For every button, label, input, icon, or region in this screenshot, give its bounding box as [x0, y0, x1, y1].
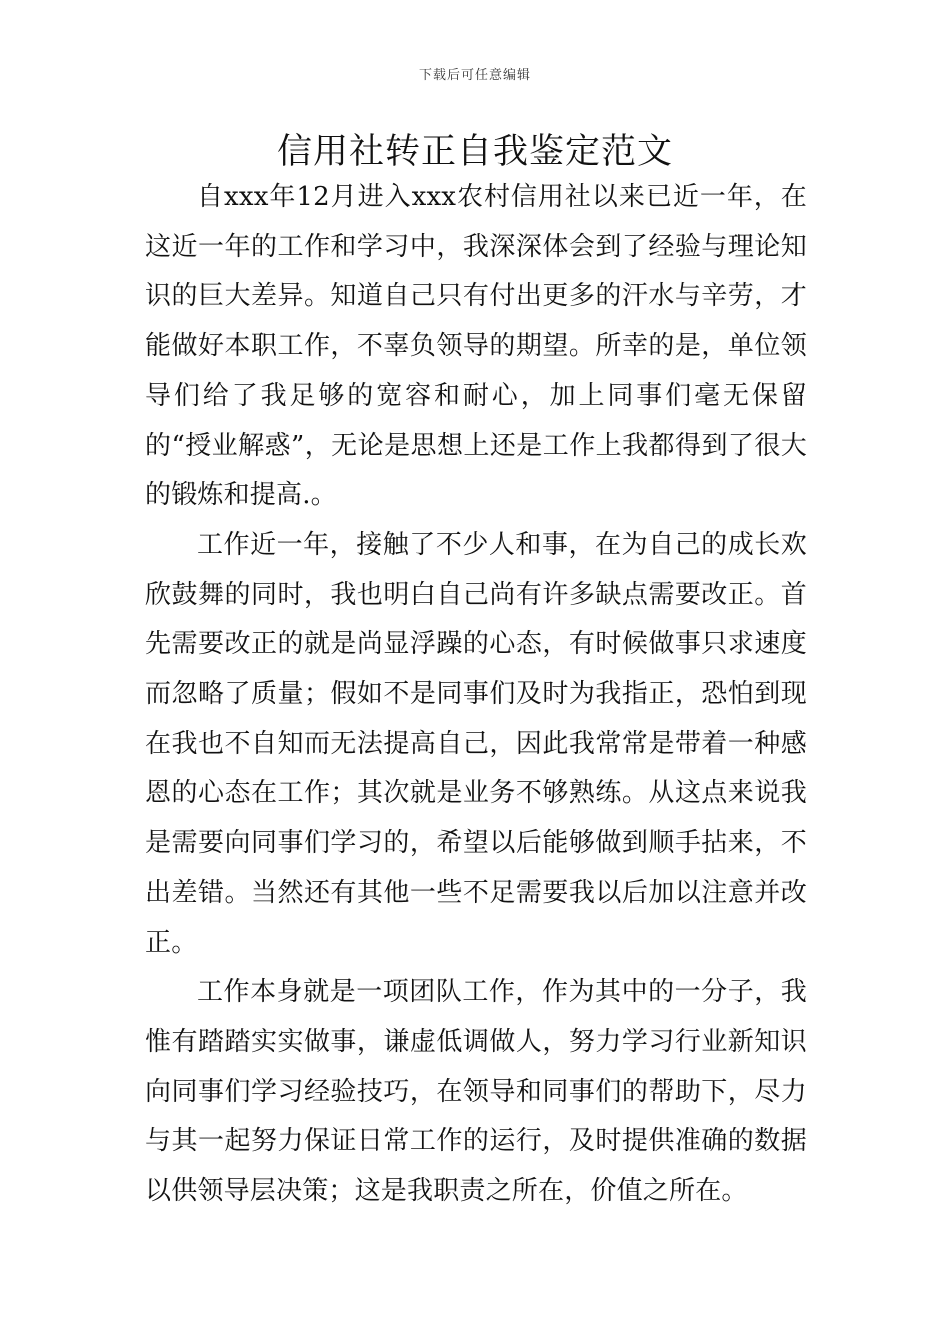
- header-note: 下载后可任意编辑: [418, 68, 531, 83]
- paragraph-2: 工作近一年，接触了不少人和事，在为自己的成长欢欣鼓舞的同时，我也明白自己尚有许多缺点需要改正。首先需要改正的就是尚显浮躁的心态，有时候做事只求速度而忽略了质量；假如不是同事们及时为我指正，恐怕到现在我也不自知而无法提高自己，因此我常常是带着一种感恩的心态在工作；其次就是业务不够熟练。从这点来说我是需要向同事们学习的，希望以后能够做到顺手拈来，不出差错。当然还有其他一些不足需要我以后加以注意并改正。: [145, 529, 807, 958]
- document-body: [145, 173, 807, 1217]
- paragraph-3: 工作本身就是一项团队工作，作为其中的一分子，我惟有踏踏实实做事，谦虚低调做人，努力学习行业新知识向同事们学习经验技巧，在领导和同事们的帮助下，尽力与其一起努力保证日常工作的运行，及时提供准确的数据以供领导层决策；这是我职责之所在，价值之所在。: [145, 977, 807, 1207]
- paragraph-1: 自xxx年12月进入xxx农村信用社以来已近一年，在这近一年的工作和学习中，我深深体会到了经验与理论知识的巨大差异。知道自己只有付出更多的汗水与辛劳，才能做好本职工作，不辜负领导的期望。所幸的是，单位领导们给了我足够的宽容和耐心，加上同事们毫无保留的“授业解惑”，无论是思想上还是工作上我都得到了很大的锻炼和提高.。: [145, 182, 807, 511]
- document-title: 信用社转正自我鉴定范文: [276, 132, 673, 172]
